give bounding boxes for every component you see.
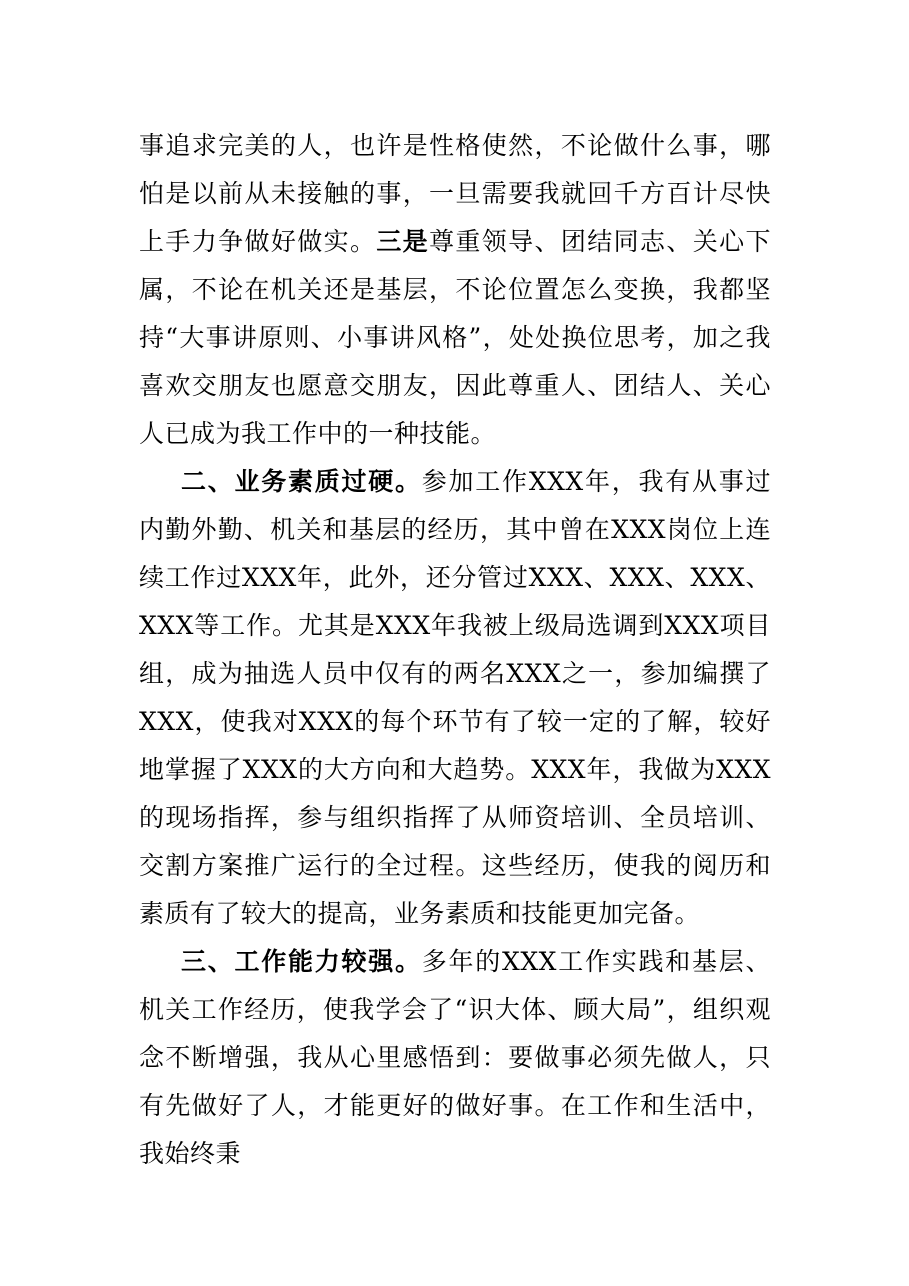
paragraph-text: 事追求完美的人，也许是性格使然，不论做什么事，哪怕是以前从未接触的事，一旦需要我就回千方百计尽快上手力争做好做实。: [139, 131, 771, 256]
section-three-heading: 三、工作能力较强。: [181, 947, 422, 976]
document-body: [139, 122, 771, 1178]
section-two-body: 参加工作XXX年，我有从事过内勤外勤、机关和基层的经历，其中曾在XXX岗位上连续工作过XXX年，此外，还分管过XXX、XXX、XXX、XXX等工作。尤其是XXX年我被上级局选调到XXX项目组，成为抽选人员中仅有的两名XXX之一，参加编撰了XXX，使我对XXX的每个环节有了较一定的了解，较好地掌握了XXX的大方向和大趋势。XXX年，我做为XXX的现场指挥，参与组织指挥了从师资培训、全员培训、交割方案推广运行的全过程。这些经历，使我的阅历和素质有了较大的提高，业务素质和技能更加完备。: [139, 467, 771, 928]
paragraph-section-three: [139, 938, 771, 1178]
section-three-body: 多年的XXX工作实践和基层、机关工作经历，使我学会了“识大体、顾大局”，组织观念不断增强，我从心里感悟到：要做事必须先做人，只有先做好了人，才能更好的做好事。在工作和生活中，我始终秉: [139, 947, 771, 1168]
paragraph-text: 尊重领导、团结同志、关心下属，不论在机关还是基层，不论位置怎么变换，我都坚持“大事讲原则、小事讲风格”，处处换位思考，加之我喜欢交朋友也愿意交朋友，因此尊重人、团结人、关心人已成为我工作中的一种技能。: [139, 227, 771, 448]
section-two-heading: 二、业务素质过硬。: [181, 467, 422, 496]
paragraph-section-two: [139, 458, 771, 938]
paragraph-continued: [139, 122, 771, 458]
bold-lead-san-shi: 三是: [376, 227, 430, 256]
